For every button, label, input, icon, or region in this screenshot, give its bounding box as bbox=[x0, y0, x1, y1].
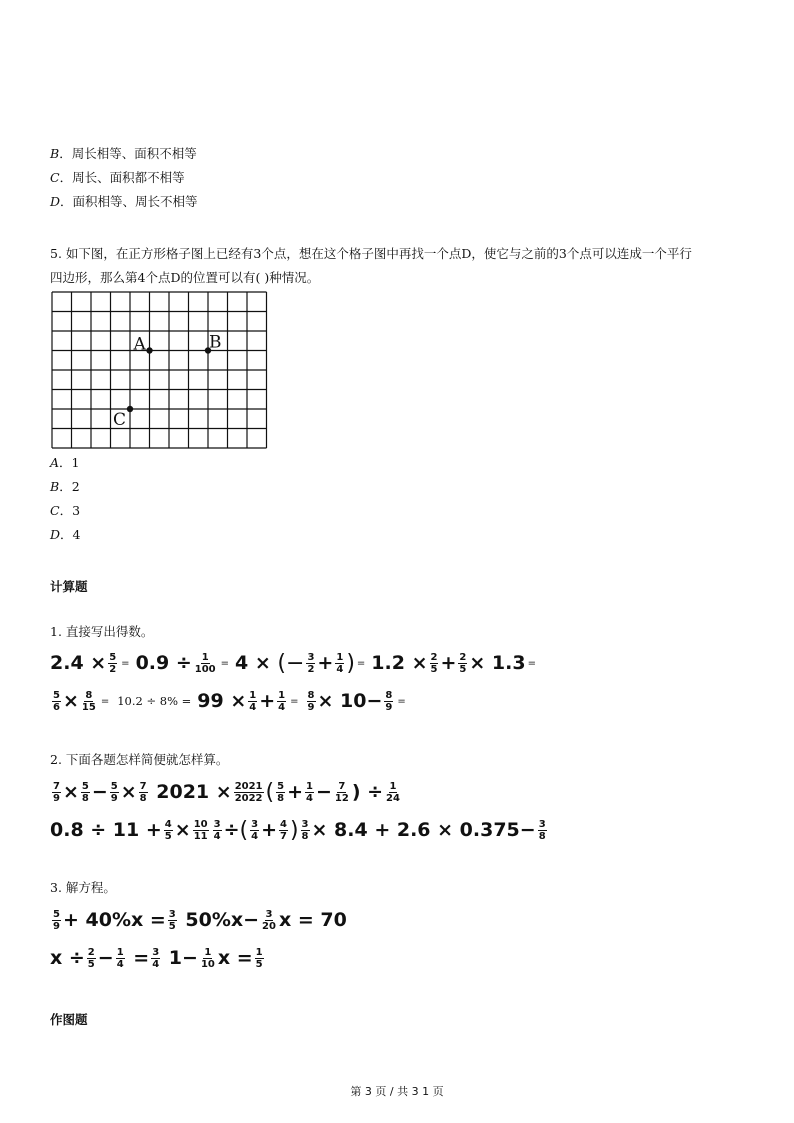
calc3-line1: $\frac{5}{9}$ + 40%x = $\frac{3}{5}$ 50%x− $\frac{3}{20}$ x = 70 bbox=[53, 908, 347, 932]
point-c-label: C bbox=[113, 410, 127, 430]
calc2-title: 2. 下面各题怎样简便就怎样算。 bbox=[50, 752, 229, 767]
page-footer: 第 3 页 / 共 3 1 页 bbox=[350, 1085, 444, 1098]
point-c-dot bbox=[127, 406, 133, 412]
prev-option-d: D．面积相等、周长不相等 bbox=[50, 194, 198, 209]
prev-option-b: B．周长相等、面积不相等 bbox=[50, 146, 197, 161]
q5-text-line2: 四边形，那么第4个点D的位置可以有( )种情况。 bbox=[50, 270, 320, 285]
calc3-title: 3. 解方程。 bbox=[50, 880, 116, 895]
section-heading-calculation: 计算题 bbox=[50, 579, 88, 594]
calc1-line2: $\frac{5}{6}$ × $\frac{8}{15}$ = 10.2 ÷ 8% = 99 × $\frac{1}{4}$ + $\frac{1}{4}$ = $\frac{8}{9}$ × 10− $\frac{8}{9}$ = bbox=[53, 689, 406, 713]
grid-points bbox=[113, 333, 222, 431]
prev-option-c: C．周长、面积都不相等 bbox=[50, 170, 185, 185]
calc2-line1: $\frac{7}{9}$ × $\frac{5}{8}$ − $\frac{5}{9}$ × $\frac{7}{8}$ 2021 × $\frac{2021}{2022}$ ( $\frac{5}{8}$ + $\frac{1}{4}$ − $\frac{7}{12}$ ) ÷ $\frac{1}{24}$ bbox=[53, 779, 400, 805]
q5-text-line1: 5. 如下图，在正方形格子图上已经有3个点，想在这个格子图中再找一个点D，使它与之前的3个点可以连成一个平行 bbox=[50, 246, 692, 261]
point-a-dot bbox=[146, 347, 152, 353]
q5-option-b: B．2 bbox=[50, 479, 80, 494]
square-grid-figure bbox=[50, 290, 272, 452]
calc1-title: 1. 直接写出得数。 bbox=[50, 624, 154, 639]
calc2-line2: 0.8 ÷ 11 + $\frac{4}{5}$ × $\frac{10}{11}$ $\frac{3}{4}$ ÷ ( $\frac{3}{4}$ + $\frac{4}{7}$ ) $\frac{3}{8}$ × 8.4 + 2.6 × 0.375− $\frac{3}{8}$ bbox=[50, 817, 546, 843]
q5-option-d: D．4 bbox=[50, 527, 81, 542]
grid-lines bbox=[52, 292, 267, 448]
calc3-line2: x ÷ $\frac{2}{5}$ − $\frac{1}{4}$ = $\frac{3}{4}$ 1− $\frac{1}{10}$ x = $\frac{1}{5}$ bbox=[50, 946, 263, 970]
q5-option-a: A．1 bbox=[50, 455, 80, 470]
point-a-label: A bbox=[133, 334, 146, 355]
q5-option-c: C．3 bbox=[50, 503, 81, 518]
section-heading-drawing: 作图题 bbox=[50, 1012, 88, 1027]
calc1-line1: 2.4 × $\frac{5}{2}$ = 0.9 ÷ $\frac{1}{100}$ = 4 × (− $\frac{3}{2}$ + $\frac{1}{4}$ ) = 1.2 × $\frac{2}{5}$ + $\frac{2}{5}$ × 1.3 = bbox=[50, 650, 536, 676]
point-b-label: B bbox=[209, 332, 222, 353]
